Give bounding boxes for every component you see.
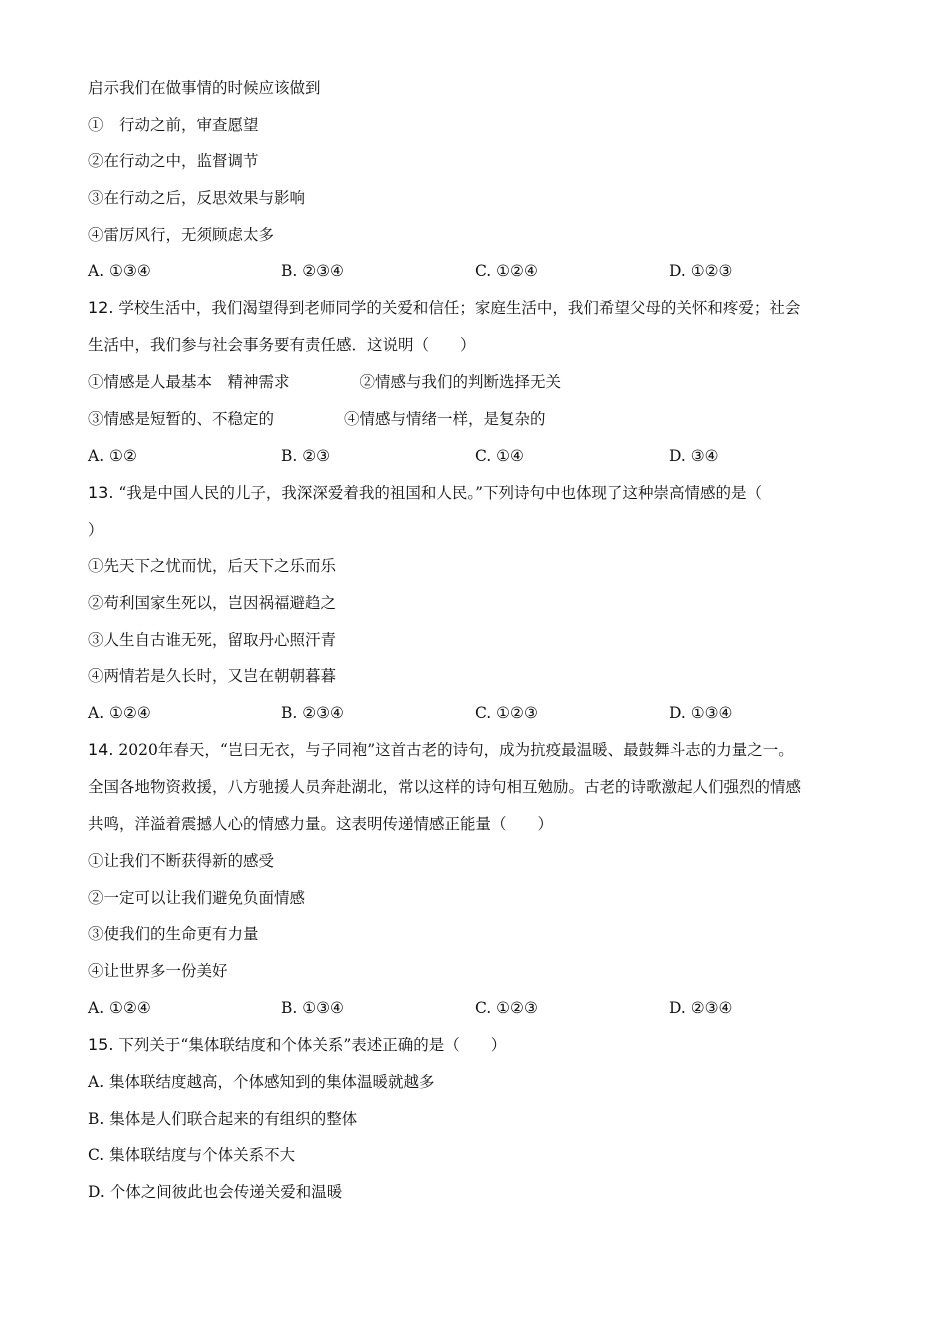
q13-option-c[interactable]: C. ①②③: [475, 704, 538, 722]
q11-stem-tail: 启示我们在做事情的时候应该做到: [88, 79, 321, 97]
q11-item-2: ②在行动之中，监督调节: [88, 152, 259, 170]
q14-item-3: ③使我们的生命更有力量: [88, 925, 259, 943]
q13-option-d[interactable]: D. ①③④: [669, 704, 733, 722]
q12-stem-text: 学校生活中，我们渴望得到老师同学的关爱和信任；家庭生活中，我们希望父母的关怀和疼爱；社会: [118, 299, 801, 317]
q12-stem-line-1: [88, 298, 800, 318]
q13-options: [88, 703, 868, 723]
q13-item-3: ③人生自古谁无死，留取丹心照汗青: [88, 631, 337, 649]
q12-option-a[interactable]: A. ①②: [88, 447, 137, 465]
q13-item-2: ②苟利国家生死以，岂因祸福避趋之: [88, 594, 337, 612]
q14-stem-line-2: 全国各地物资救援，八方驰援人员奔赴湖北，常以这样的诗句相互勉励。古老的诗歌激起人们强烈的情感: [88, 778, 802, 796]
q12-stem-line-2: 生活中，我们参与社会事务要有责任感．这说明（ ）: [88, 336, 476, 354]
q15-option-b[interactable]: B. 集体是人们联合起来的有组织的整体: [88, 1110, 358, 1128]
q15-stem-line-1: [88, 1035, 506, 1055]
q13-number: 13.: [88, 483, 114, 502]
q14-item-4: ④让世界多一份美好: [88, 962, 228, 980]
q12-number: 12.: [88, 298, 114, 317]
q11-option-a[interactable]: A. ①③④: [88, 262, 151, 280]
q14-option-a[interactable]: A. ①②④: [88, 999, 151, 1017]
q13-option-a[interactable]: A. ①②④: [88, 704, 151, 722]
q11-item-4: ④雷厉风行，无须顾虑太多: [88, 226, 275, 244]
q14-stem-line-3: 共鸣，洋溢着震撼人心的情感力量。这表明传递情感正能量（ ）: [88, 815, 554, 833]
q14-item-1: ①让我们不断获得新的感受: [88, 852, 275, 870]
q11-option-d[interactable]: D. ①②③: [669, 262, 733, 280]
q15-option-a[interactable]: A. 集体联结度越高，个体感知到的集体温暖就越多: [88, 1073, 435, 1091]
q14-option-b[interactable]: B. ①③④: [281, 999, 344, 1017]
q14-option-d[interactable]: D. ②③④: [669, 999, 733, 1017]
q11-option-b[interactable]: B. ②③④: [281, 262, 344, 280]
q11-options: [88, 261, 868, 281]
q12-item-2: ②情感与我们的判断选择无关: [359, 373, 562, 391]
q12-option-d[interactable]: D. ③④: [669, 447, 719, 465]
q15-option-c[interactable]: C. 集体联结度与个体关系不大: [88, 1146, 296, 1164]
q12-items-row-1: [88, 372, 561, 392]
q13-stem-line-1: [88, 483, 762, 503]
q13-item-4: ④两情若是久长时，又岂在朝朝暮暮: [88, 667, 337, 685]
q14-stem-text: 2020年春天，“岂曰无衣，与子同袍”这首古老的诗句，成为抗疫最温暖、最鼓舞斗志的力量之一。: [118, 741, 794, 759]
q12-option-b[interactable]: B. ②③: [281, 447, 331, 465]
q11-option-c[interactable]: C. ①②④: [475, 262, 538, 280]
q15-option-d[interactable]: D. 个体之间彼此也会传递关爱和温暖: [88, 1183, 343, 1201]
q15-stem-text: 下列关于“集体联结度和个体关系”表述正确的是（ ）: [118, 1036, 507, 1054]
q13-option-b[interactable]: B. ②③④: [281, 704, 344, 722]
q12-option-c[interactable]: C. ①④: [475, 447, 524, 465]
q12-options: [88, 446, 868, 466]
q12-item-3: ③情感是短暂的、不稳定的: [88, 410, 275, 428]
q13-stem-text: “我是中国人民的儿子，我深深爱着我的祖国和人民。”下列诗句中也体现了这种崇高情感的是（: [118, 484, 762, 502]
q14-options: [88, 998, 868, 1018]
q13-item-1: ①先天下之忧而忧，后天下之乐而乐: [88, 557, 337, 575]
q12-item-1: ①情感是人最基本 精神需求: [88, 373, 290, 391]
q14-stem-line-1: [88, 740, 794, 760]
q12-items-row-2: [88, 409, 546, 429]
q12-item-4: ④情感与情绪一样，是复杂的: [344, 410, 546, 428]
q15-number: 15.: [88, 1035, 114, 1054]
q14-number: 14.: [88, 740, 114, 759]
q11-item-3: ③在行动之后，反思效果与影响: [88, 189, 306, 207]
q11-item-1: ① 行动之前，审查愿望: [88, 116, 259, 134]
q14-item-2: ②一定可以让我们避免负面情感: [88, 889, 306, 907]
q14-option-c[interactable]: C. ①②③: [475, 999, 538, 1017]
q13-stem-line-2: ）: [88, 521, 104, 539]
